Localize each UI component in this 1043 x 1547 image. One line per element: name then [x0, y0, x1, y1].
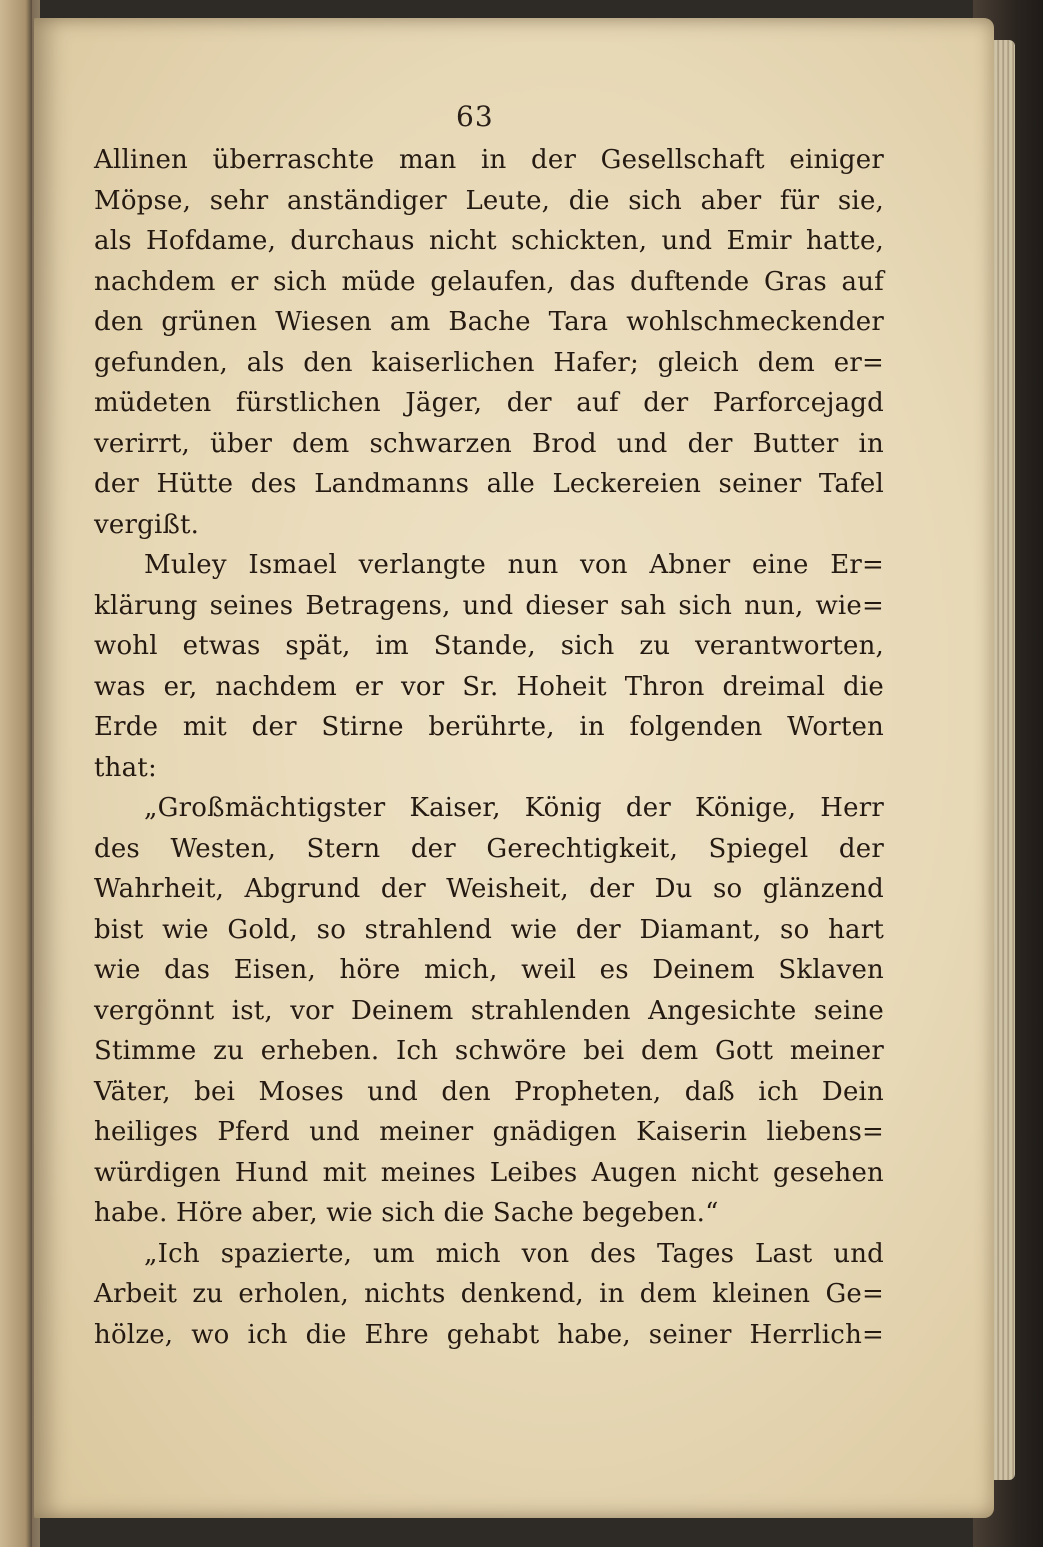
text-line: wie das Eisen, höre mich, weil es Deinem Sklaven [94, 955, 884, 985]
text-line: „Ich spazierte, um mich von des Tages Last und [144, 1238, 884, 1269]
facing-page-edge [0, 0, 32, 1547]
text-line: Arbeit zu erholen, nichts denkend, in dem kleinen Ge= [94, 1279, 884, 1309]
text-line: wohl etwas spät, im Stande, sich zu verantworten, [94, 631, 884, 661]
text-line: klärung seines Betragens, und dieser sah sich nun, wie= [94, 590, 884, 621]
text-line: Stimme zu erheben. Ich schwöre bei dem Gott meiner [94, 1036, 884, 1066]
text-line: Wahrheit, Abgrund der Weisheit, der Du so glänzend [94, 874, 884, 904]
text-line: that: [94, 752, 157, 783]
text-line: bist wie Gold, so strahlend wie der Diamant, so hart [94, 914, 884, 945]
text-line: Allinen überraschte man in der Gesellschaft einiger [94, 145, 884, 175]
text-line: nachdem er sich müde gelaufen, das duftende Gras auf [94, 266, 884, 297]
text-line: Muley Ismael verlangte nun von Abner eine Er= [144, 550, 884, 580]
text-line: „Großmächtigster Kaiser, König der Könige, Herr [144, 793, 884, 823]
text-line: verirrt, über dem schwarzen Brod und der Butter in [94, 428, 884, 459]
text-line: gefunden, als den kaiserlichen Hafer; gleich dem er= [94, 347, 884, 378]
text-line: vergißt. [94, 509, 200, 540]
text-line: vergönnt ist, vor Deinem strahlenden Angesichte seine [94, 995, 884, 1026]
book-page [34, 18, 994, 1518]
text-line: Möpse, sehr anständiger Leute, die sich aber für sie, [94, 185, 884, 216]
page-number: 63 [456, 100, 494, 133]
text-line: der Hütte des Landmanns alle Leckereien seiner Tafel [94, 469, 884, 499]
text-line: Erde mit der Stirne berührte, in folgenden Worten [94, 712, 884, 742]
text-line: was er, nachdem er vor Sr. Hoheit Thron dreimal die [94, 671, 884, 702]
text-line: hölze, wo ich die Ehre gehabt habe, seiner Herrlich= [94, 1319, 884, 1350]
text-line: müdeten fürstlichen Jäger, der auf der Parforcejagd [94, 388, 884, 418]
page-text [94, 140, 884, 1355]
text-line: heiliges Pferd und meiner gnädigen Kaiserin liebens= [94, 1117, 884, 1147]
text-line: habe. Höre aber, wie sich die Sache begeben.“ [94, 1198, 719, 1228]
text-line: würdigen Hund mit meines Leibes Augen nicht gesehen [94, 1157, 884, 1188]
text-line: Väter, bei Moses und den Propheten, daß ich Dein [94, 1076, 884, 1107]
text-line: des Westen, Stern der Gerechtigkeit, Spiegel der [94, 833, 884, 864]
text-line: den grünen Wiesen am Bache Tara wohlschmeckender [94, 307, 884, 337]
text-line: als Hofdame, durchaus nicht schickten, und Emir hatte, [94, 226, 884, 256]
